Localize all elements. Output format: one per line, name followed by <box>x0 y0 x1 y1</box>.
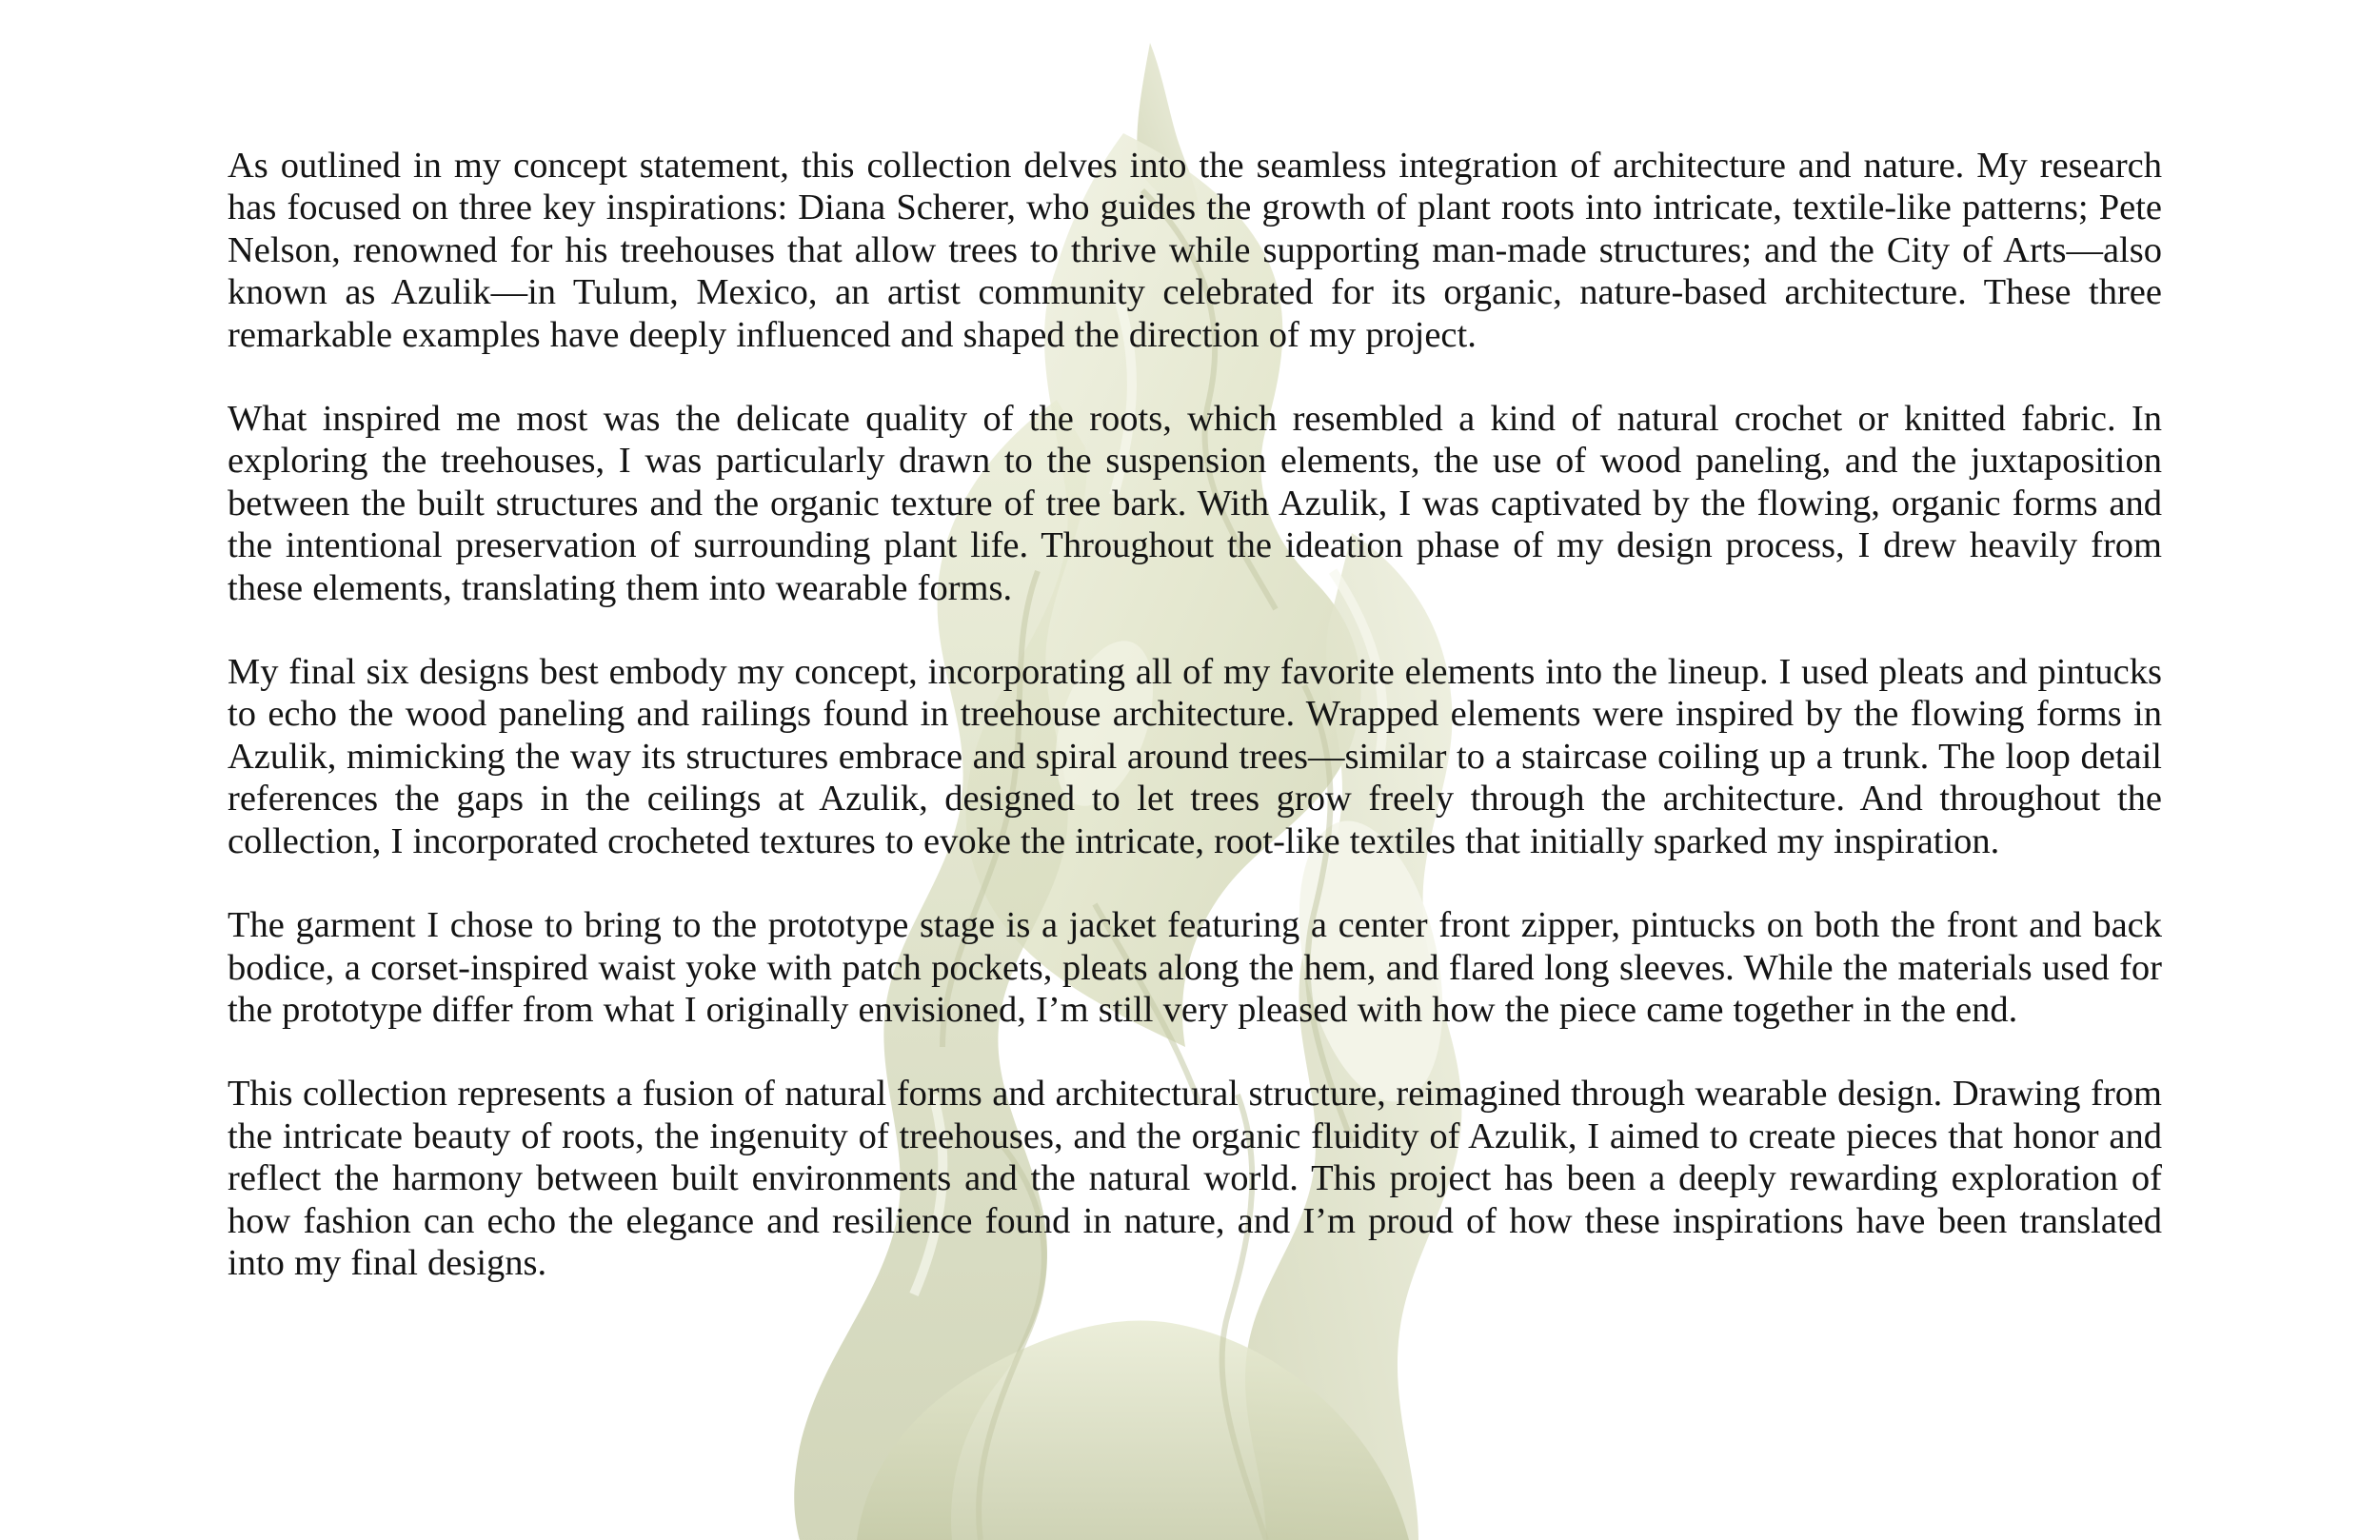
paragraph-1: As outlined in my concept statement, this collection delves into the seamless integration of architecture and nature. My research has focused on three key inspirations: Diana Scherer, who guides the growth of plant roots into intricate, textile-like patterns; Pete Nelson, renowned for his treehouses that allow trees to thrive while supporting man-made structures; and the City of Arts—also known as Azulik—in Tulum, Mexico, an artist community celebrated for its organic, nature-based architecture. These three remarkable examples have deeply influenced and shaped the direction of my project. <box>228 146 2162 355</box>
paragraph-2: What inspired me most was the delicate quality of the roots, which resembled a kind of natural crochet or knitted fabric. In exploring the treehouses, I was particularly drawn to the suspension elements, the use of wood paneling, and the juxtaposition between the built structures and the organic texture of tree bark. With Azulik, I was captivated by the flowing, organic forms and the intentional preservation of surrounding plant life. Throughout the ideation phase of my design process, I drew heavily from these elements, translating them into wearable forms. <box>228 399 2162 608</box>
concept-statement-text <box>228 145 2162 1326</box>
paragraph-5: This collection represents a fusion of natural forms and architectural structure, reimagined through wearable design. Drawing from the intricate beauty of roots, the ingenuity of treehouses, and the organic fluidity of Azulik, I aimed to create pieces that honor and reflect the harmony between built environments and the natural world. This project has been a deeply rewarding exploration of how fashion can echo the elegance and resilience found in nature, and I’m proud of how these inspirations have been translated into my final designs. <box>228 1074 2162 1283</box>
paragraph-4: The garment I chose to bring to the prototype stage is a jacket featuring a center front zipper, pintucks on both the front and back bodice, a corset-inspired waist yoke with patch pockets, pleats along the hem, and flared long sleeves. While the materials used for the prototype differ from what I originally envisioned, I’m still very pleased with how the piece came together in the end. <box>228 905 2162 1030</box>
paragraph-3: My final six designs best embody my concept, incorporating all of my favorite elements into the lineup. I used pleats and pintucks to echo the wood paneling and railings found in treehouse architecture. Wrapped elements were inspired by the flowing forms in Azulik, mimicking the way its structures embrace and spiral around trees—similar to a staircase coiling up a trunk. The loop detail references the gaps in the ceilings at Azulik, designed to let trees grow freely through the architecture. And throughout the collection, I incorporated crocheted textures to evoke the intricate, root-like textiles that initially sparked my inspiration. <box>228 652 2162 861</box>
